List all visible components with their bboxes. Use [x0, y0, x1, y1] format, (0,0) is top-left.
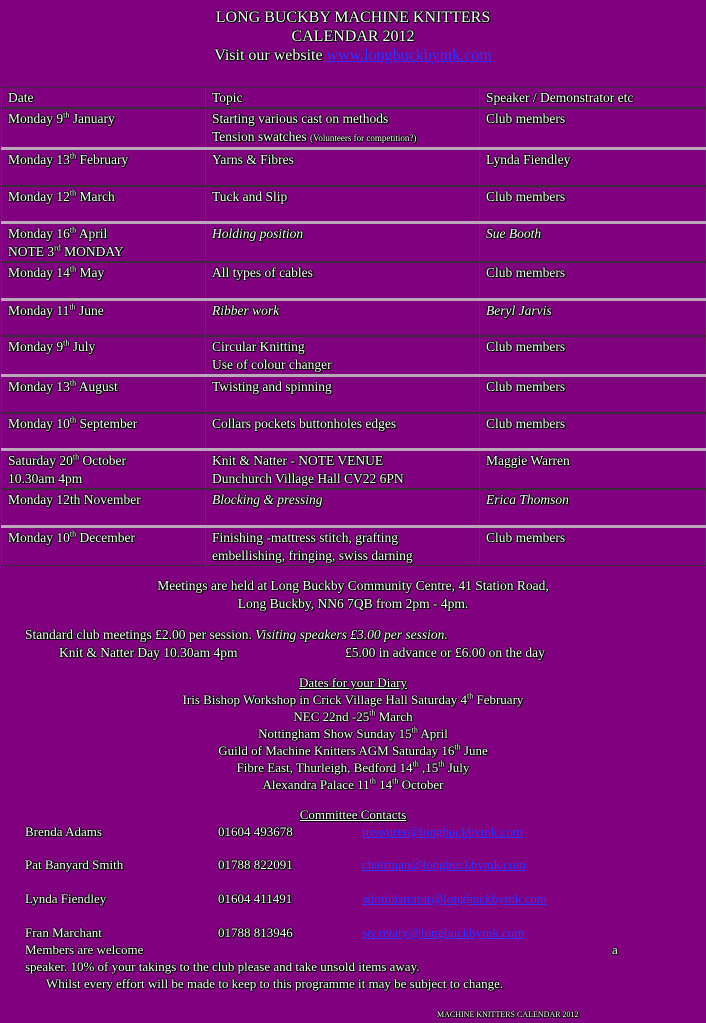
speaker-cell: Club members	[480, 262, 706, 299]
speaker-cell: Erica Thomson	[480, 489, 706, 526]
speaker-cell: Sue Booth	[480, 223, 706, 263]
table-row	[2, 223, 706, 263]
table-row	[2, 262, 706, 299]
date-cell: Saturday 20th October 10.30am 4pm	[2, 450, 206, 490]
table-header-row	[2, 88, 706, 109]
date-cell: Monday 13th August	[2, 376, 206, 413]
page-footer: MACHINE KNITTERS CALENDAR 2012	[437, 1010, 579, 1019]
speaker-cell: Club members	[480, 336, 706, 376]
knit-natter-price: £5.00 in advance or £6.00 on the day	[345, 645, 545, 660]
column-header-speaker: Speaker / Demonstrator etc	[480, 88, 706, 109]
date-cell: Monday 12th November	[2, 489, 206, 526]
speaker-cell: Club members	[480, 108, 706, 149]
topic-cell: All types of cables	[206, 262, 480, 299]
members-welcome-text: Members are welcome	[25, 942, 144, 957]
topic-cell: Collars pockets buttonholes edges	[206, 413, 480, 450]
contact-name: Pat Banyard Smith	[25, 857, 124, 872]
speaker-cell: Beryl Jarvis	[480, 299, 706, 336]
knit-natter-time: Knit & Natter Day 10.30am 4pm	[59, 645, 238, 660]
disclaimer-text: Whilst every effort will be made to keep to this programme it may be subject to change.	[46, 976, 504, 991]
topic-cell: Circular Knitting Use of colour changer	[206, 336, 480, 376]
website-link[interactable]: www.longbuckbymk.com	[326, 47, 492, 64]
diary-item: Fibre East, Thurleigh, Bedford 14th ,15th July	[236, 759, 470, 775]
speaker-cell: Club members	[480, 376, 706, 413]
date-cell: Monday 13th February	[2, 149, 206, 186]
date-cell: Monday 11th June	[2, 299, 206, 336]
topic-cell: Yarns & Fibres	[206, 149, 480, 186]
diary-item: Nottingham Show Sunday 15th April	[258, 725, 448, 741]
table-row	[2, 376, 706, 413]
speaker-cell: Club members	[480, 526, 706, 565]
website-line	[0, 46, 706, 65]
date-cell: Monday 12th March	[2, 186, 206, 223]
date-cell: Monday 9th July	[2, 336, 206, 376]
calendar-table	[1, 87, 706, 566]
contact-phone: 01788 813946	[218, 925, 293, 940]
club-title: LONG BUCKBY MACHINE KNITTERS	[215, 9, 491, 26]
table-row	[2, 149, 706, 186]
meetings-location-line1: Meetings are held at Long Buckby Community Centre, 41 Station Road,	[157, 578, 549, 593]
date-cell: Monday 16th April NOTE 3rd MONDAY	[2, 223, 206, 263]
table-row	[2, 489, 706, 526]
speaker-cell: Club members	[480, 413, 706, 450]
table-row	[2, 450, 706, 490]
contact-name: Brenda Adams	[25, 824, 102, 839]
diary-heading: Dates for your Diary	[299, 675, 407, 690]
contact-phone: 01604 493678	[218, 824, 293, 839]
diary-item: Guild of Machine Knitters AGM Saturday 16th June	[218, 742, 488, 758]
topic-cell: Tuck and Slip	[206, 186, 480, 223]
column-header-topic: Topic	[206, 88, 480, 109]
topic-cell: Blocking & pressing	[206, 489, 480, 526]
date-cell: Monday 9th January	[2, 108, 206, 149]
contact-phone: 01604 411491	[218, 891, 293, 906]
date-cell: Monday 10th December	[2, 526, 206, 565]
topic-cell: Starting various cast on methods Tension swatches (Volunteers for competition?)	[206, 108, 480, 149]
committee-heading: Committee Contacts	[299, 807, 407, 822]
table-row	[2, 299, 706, 336]
website-prefix: Visit our website	[214, 47, 327, 64]
speaker-cell: Lynda Fiendley	[480, 149, 706, 186]
contact-email-link[interactable]: chairman@longbuckbymk.com	[362, 857, 526, 872]
contact-phone: 01788 822091	[218, 857, 293, 872]
speaker-cell: Maggie Warren	[480, 450, 706, 490]
contact-email-link[interactable]: administrator@longbuckbymk.com	[362, 891, 547, 906]
topic-cell: Knit & Natter - NOTE VENUE Dunchurch Village Hall CV22 6PN	[206, 450, 480, 490]
speaker-cell: Club members	[480, 186, 706, 223]
contact-email-link[interactable]: treasurer@longbuckbymk.com	[362, 824, 524, 839]
topic-cell: Ribber work	[206, 299, 480, 336]
document-header	[0, 8, 706, 65]
table-row	[2, 336, 706, 376]
column-header-date: Date	[2, 88, 206, 109]
speaker-takings-text: speaker. 10% of your takings to the club please and take unsold items away.	[25, 959, 420, 974]
table-row	[2, 108, 706, 149]
contact-name: Lynda Fiendley	[25, 891, 107, 906]
table-row	[2, 526, 706, 565]
date-cell: Monday 14th May	[2, 262, 206, 299]
table-row	[2, 186, 706, 223]
fees-line: Standard club meetings £2.00 per session. Visiting speakers £3.00 per session.	[25, 627, 448, 642]
diary-item: Iris Bishop Workshop in Crick Village Hall Saturday 4th February	[182, 691, 524, 707]
date-cell: Monday 10th September	[2, 413, 206, 450]
contact-email-link[interactable]: secretary@longbuckbymk.com	[362, 925, 525, 940]
diary-item: NEC 22nd -25th March	[293, 708, 413, 724]
topic-cell: Twisting and spinning	[206, 376, 480, 413]
calendar-title: CALENDAR 2012	[291, 28, 415, 45]
diary-item: Alexandra Palace 11th 14th October	[262, 776, 444, 792]
table-row	[2, 413, 706, 450]
topic-cell: Finishing -mattress stitch, grafting embellishing, fringing, swiss darning	[206, 526, 480, 565]
meetings-location-line2: Long Buckby, NN6 7QB from 2pm - 4pm.	[237, 596, 469, 611]
topic-cell: Holding position	[206, 223, 480, 263]
stray-a-text: a	[612, 942, 618, 957]
contact-name: Fran Marchant	[25, 925, 102, 940]
